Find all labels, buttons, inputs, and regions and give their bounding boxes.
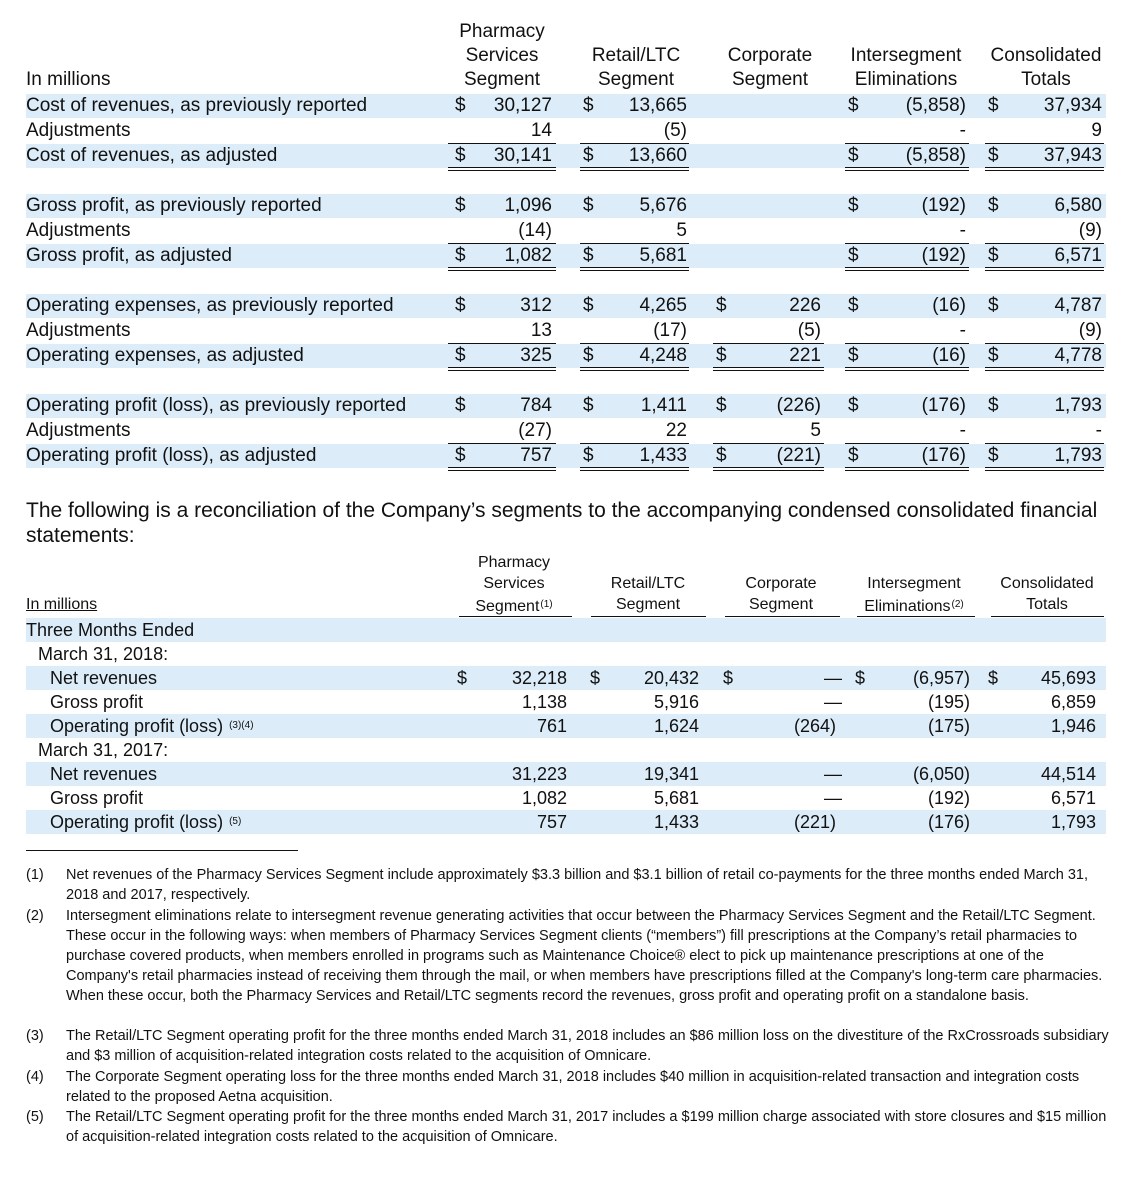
cell-value: 4,265	[639, 295, 687, 316]
row-label: Operating expenses, as adjusted	[26, 345, 304, 366]
footnote-ref: (2)	[951, 599, 964, 610]
row-label: Adjustments	[26, 420, 131, 441]
column-header-text: Consolidated	[1000, 575, 1094, 592]
cell-value: -	[959, 220, 966, 241]
column-header-text: Services	[483, 575, 545, 592]
row-label-text: Three Months Ended	[26, 620, 195, 640]
header-rule	[591, 616, 706, 617]
currency-symbol: $	[455, 395, 466, 416]
cell-value: 1,433	[653, 812, 699, 832]
cell-value: 44,514	[1040, 764, 1096, 784]
cell-value: 20,432	[643, 668, 699, 688]
cell-value: (16)	[932, 345, 966, 366]
total-double-rule	[713, 367, 824, 371]
currency-symbol: $	[988, 395, 999, 416]
currency-symbol: $	[848, 245, 859, 266]
footnote-text: Net revenues of the Pharmacy Services Segment include approximately $3.3 billion and $3.1 billion of retail co-payments for the three months ended March 31, 2018 and 2017, respectively.	[66, 867, 1089, 903]
row-label	[50, 666, 157, 690]
cell-value: (226)	[776, 395, 821, 416]
total-double-rule	[448, 267, 556, 271]
column-header-pss: Services	[465, 45, 539, 66]
row-label: Operating profit (loss), as adjusted	[26, 445, 317, 466]
total-double-rule	[580, 467, 689, 471]
currency-symbol: $	[848, 295, 859, 316]
cell-value: —	[824, 764, 842, 784]
row-label	[50, 714, 254, 738]
currency-symbol: $	[848, 145, 859, 166]
cell-value: (9)	[1078, 220, 1102, 241]
row-label: Gross profit, as adjusted	[26, 245, 232, 266]
cell-value: 30,127	[493, 95, 552, 116]
footnote-number: (1)	[26, 867, 44, 883]
currency-symbol: $	[455, 245, 466, 266]
currency-symbol: $	[716, 445, 727, 466]
column-header-pss: Pharmacy	[459, 21, 545, 42]
currency-symbol: $	[988, 668, 999, 688]
row-label: Cost of revenues, as adjusted	[26, 145, 278, 166]
cell-value: 312	[520, 295, 552, 316]
total-double-rule	[985, 467, 1104, 471]
currency-symbol: $	[716, 345, 727, 366]
column-header-corp	[711, 573, 851, 594]
header-rule	[991, 616, 1104, 617]
cell-value: (6,050)	[912, 764, 970, 784]
cell-value: 9	[1091, 120, 1102, 141]
cell-value: 6,580	[1054, 195, 1102, 216]
cell-value: 1,082	[521, 788, 567, 808]
currency-symbol: $	[455, 95, 466, 116]
footnote-text: The Corporate Segment operating loss for the three months ended March 31, 2018 includes $40 million in acquisition-related transaction and integration costs related to the proposed Aetna acquisition.	[66, 1069, 1080, 1105]
row-label: Adjustments	[26, 220, 131, 241]
currency-symbol: $	[455, 445, 466, 466]
currency-symbol: $	[848, 345, 859, 366]
row-label-text: March 31, 2018:	[38, 644, 169, 664]
column-header-text: Segment	[475, 598, 540, 615]
column-header-text: Eliminations	[864, 598, 951, 615]
cell-value: 30,141	[493, 145, 552, 166]
row-label	[50, 762, 157, 786]
cell-value: 1,433	[639, 445, 687, 466]
column-header-text: Segment	[748, 596, 814, 613]
cell-value: (175)	[927, 716, 970, 736]
currency-symbol: $	[988, 145, 999, 166]
column-header-rltc: Segment	[597, 69, 675, 90]
cell-value: 1,082	[504, 245, 552, 266]
currency-symbol: $	[583, 195, 594, 216]
total-double-rule	[845, 467, 969, 471]
total-double-rule	[985, 367, 1104, 371]
cell-value: (176)	[921, 395, 966, 416]
cell-value: 5,681	[639, 245, 687, 266]
cell-value: (192)	[921, 245, 966, 266]
footnote-number: (4)	[26, 1069, 44, 1085]
currency-symbol: $	[583, 295, 594, 316]
cell-value: (5,858)	[905, 95, 966, 116]
row-label-text: Operating profit (loss)	[50, 812, 224, 832]
footnote	[26, 865, 1111, 905]
cell-value: 32,218	[511, 668, 567, 688]
row-label	[50, 786, 143, 810]
currency-symbol: $	[716, 395, 727, 416]
column-header-pss: Segment	[463, 69, 541, 90]
column-header-cons	[977, 573, 1117, 594]
cell-value: 5,681	[653, 788, 699, 808]
row-label-text: Operating profit (loss)	[50, 716, 224, 736]
cell-value: —	[824, 668, 842, 688]
footnote-number: (5)	[26, 1109, 44, 1125]
footnote-text: The Retail/LTC Segment operating profit for the three months ended March 31, 2017 includes a $199 million charge associated with store closures and $15 million of acquisition-related integration costs related to the acquisition of Omnicare.	[66, 1109, 1107, 1145]
units-label: In millions	[26, 69, 111, 90]
row-label-text: March 31, 2017:	[38, 740, 169, 760]
footnote	[26, 1107, 1111, 1147]
cell-value: (264)	[793, 716, 836, 736]
column-header-elim	[844, 573, 984, 594]
row-label: Gross profit, as previously reported	[26, 195, 322, 216]
total-double-rule	[448, 367, 556, 371]
column-header-corp: Corporate	[727, 45, 813, 66]
row-label-text: Net revenues	[50, 764, 158, 784]
column-header-cons: Consolidated	[990, 45, 1102, 66]
currency-symbol: $	[583, 445, 594, 466]
cell-value: 4,778	[1054, 345, 1102, 366]
total-double-rule	[448, 167, 556, 171]
cell-value: (5)	[663, 120, 687, 141]
currency-symbol: $	[590, 668, 601, 688]
cell-value: 1,793	[1050, 812, 1096, 832]
cell-value: (221)	[776, 445, 821, 466]
cell-value: 31,223	[511, 764, 567, 784]
footnote-rule	[26, 850, 298, 851]
footnote-ref: (1)	[540, 599, 553, 610]
footnote	[26, 1026, 1111, 1066]
cell-value: 1,624	[653, 716, 699, 736]
total-double-rule	[580, 267, 689, 271]
column-header-rltc: Retail/LTC	[591, 45, 681, 66]
column-header-pss	[444, 594, 584, 617]
column-header-corp	[711, 594, 851, 615]
currency-symbol: $	[455, 145, 466, 166]
cell-value: 6,571	[1050, 788, 1096, 808]
currency-symbol: $	[988, 245, 999, 266]
cell-value: (14)	[518, 220, 552, 241]
cell-value: 5,916	[653, 692, 699, 712]
cell-value: (6,957)	[912, 668, 970, 688]
row-label: Adjustments	[26, 120, 131, 141]
cell-value: 13,660	[628, 145, 687, 166]
cell-value: 1,138	[521, 692, 567, 712]
header-rule	[459, 616, 572, 617]
cell-value: 5	[676, 220, 687, 241]
cell-value: 1,096	[504, 195, 552, 216]
currency-symbol: $	[988, 345, 999, 366]
cell-value: 784	[520, 395, 552, 416]
footnote-ref: (3)(4)	[229, 720, 254, 731]
footnote-number: (3)	[26, 1028, 44, 1044]
row-label-text: Net revenues	[50, 668, 158, 688]
column-header-pss	[444, 573, 584, 594]
cell-value: 5	[810, 420, 821, 441]
cell-value: 45,693	[1040, 668, 1096, 688]
cell-value: (195)	[927, 692, 970, 712]
cell-value: 4,248	[639, 345, 687, 366]
row-label	[50, 690, 143, 714]
cell-value: 13,665	[628, 95, 687, 116]
column-header-elim: Intersegment	[850, 45, 962, 66]
footnote-text: Intersegment eliminations relate to intersegment revenue generating activities that occur between the Pharmacy Services Segment and the Retail/LTC Segment. These occur in the following ways: when members of Pharmacy Services Segment clients (“members”) fill prescriptions at the Company’s retail pharmacies to purchase covered products, when members enrolled in programs such as Maintenance Choice® elect to pick up maintenance prescriptions at one of the Company's retail pharmacies instead of receiving them through the mail, or when members have prescriptions filled at the Company's long-term care pharmacies. When these occur, both the Pharmacy Services and Retail/LTC segments record the revenues, gross profit and operating profit on a standalone basis.	[66, 908, 1103, 1004]
cell-value: 226	[789, 295, 821, 316]
currency-symbol: $	[988, 445, 999, 466]
column-header-elim: Eliminations	[854, 69, 958, 90]
row-label: Cost of revenues, as previously reported	[26, 95, 368, 116]
cell-value: 757	[520, 445, 552, 466]
currency-symbol: $	[455, 195, 466, 216]
currency-symbol: $	[583, 395, 594, 416]
total-double-rule	[985, 267, 1104, 271]
footnote	[26, 1067, 1111, 1107]
cell-value: (176)	[927, 812, 970, 832]
currency-symbol: $	[848, 95, 859, 116]
currency-symbol: $	[723, 668, 734, 688]
currency-symbol: $	[583, 245, 594, 266]
cell-value: (5)	[797, 320, 821, 341]
cell-value: (27)	[518, 420, 552, 441]
row-label	[38, 642, 168, 666]
cell-value: 37,934	[1043, 95, 1102, 116]
total-double-rule	[985, 167, 1104, 171]
cell-value: 13	[530, 320, 552, 341]
cell-value: (192)	[927, 788, 970, 808]
column-header-rltc	[578, 573, 718, 594]
cell-value: —	[824, 692, 842, 712]
row-label	[26, 618, 194, 642]
currency-symbol: $	[855, 668, 866, 688]
row-label: Operating profit (loss), as previously reported	[26, 395, 407, 416]
cell-value: (17)	[653, 320, 687, 341]
column-header-cons	[977, 594, 1117, 615]
row-label: Operating expenses, as previously reported	[26, 295, 394, 316]
column-header-rltc	[578, 594, 718, 615]
column-header-elim	[844, 594, 984, 617]
column-header-text: Retail/LTC	[610, 575, 686, 592]
cell-value: 761	[536, 716, 567, 736]
cell-value: (176)	[921, 445, 966, 466]
total-double-rule	[713, 467, 824, 471]
total-double-rule	[845, 267, 969, 271]
column-header-text: Pharmacy	[477, 554, 551, 571]
cell-value: (192)	[921, 195, 966, 216]
column-header-text: Totals	[1026, 596, 1068, 613]
currency-symbol: $	[848, 445, 859, 466]
cell-value: 19,341	[643, 764, 699, 784]
column-header-text: Segment	[615, 596, 681, 613]
currency-symbol: $	[988, 195, 999, 216]
total-double-rule	[448, 467, 556, 471]
footnote-ref: (5)	[229, 816, 242, 827]
currency-symbol: $	[848, 395, 859, 416]
cell-value: 6,859	[1050, 692, 1096, 712]
cell-value: 221	[789, 345, 821, 366]
currency-symbol: $	[988, 295, 999, 316]
currency-symbol: $	[583, 95, 594, 116]
cell-value: 4,787	[1054, 295, 1102, 316]
cell-value: -	[959, 320, 966, 341]
total-double-rule	[580, 167, 689, 171]
cell-value: 1,793	[1054, 395, 1102, 416]
cell-value: 22	[665, 420, 687, 441]
column-header-text: Corporate	[745, 575, 817, 592]
cell-value: —	[824, 788, 842, 808]
row-label-text: Gross profit	[50, 788, 144, 808]
cell-value: 6,571	[1054, 245, 1102, 266]
cell-value: 37,943	[1043, 145, 1102, 166]
reconciliation-intro-paragraph: The following is a reconciliation of the Company’s segments to the accompanying condensed consolidated financial statements:	[26, 499, 1098, 547]
cell-value: 5,676	[639, 195, 687, 216]
cell-value: 1,793	[1054, 445, 1102, 466]
cell-value: (221)	[793, 812, 836, 832]
footnote	[26, 906, 1111, 1006]
footnote-number: (2)	[26, 908, 44, 924]
column-header-cons: Totals	[1021, 69, 1071, 90]
currency-symbol: $	[583, 145, 594, 166]
header-rule	[857, 616, 975, 617]
cell-value: (9)	[1078, 320, 1102, 341]
currency-symbol: $	[457, 668, 468, 688]
row-label	[38, 738, 168, 762]
header-rule	[725, 616, 840, 617]
total-double-rule	[580, 367, 689, 371]
cell-value: (16)	[932, 295, 966, 316]
cell-value: 1,411	[640, 395, 687, 416]
row-label	[50, 810, 241, 834]
cell-value: 757	[536, 812, 567, 832]
cell-value: 14	[530, 120, 552, 141]
currency-symbol: $	[848, 195, 859, 216]
currency-symbol: $	[988, 95, 999, 116]
column-header-pss	[444, 552, 584, 573]
cell-value: (5,858)	[905, 145, 966, 166]
currency-symbol: $	[455, 295, 466, 316]
column-header-text: Intersegment	[867, 575, 961, 592]
cell-value: 325	[520, 345, 552, 366]
units-label: In millions	[26, 596, 98, 613]
currency-symbol: $	[716, 295, 727, 316]
footnote-text: The Retail/LTC Segment operating profit for the three months ended March 31, 2018 includes an $86 million loss on the divestiture of the RxCrossroads subsidiary and $3 million of acquisition-related integration costs related to the acquisition of Omnicare.	[66, 1028, 1109, 1064]
row-label-text: Gross profit	[50, 692, 144, 712]
column-header-corp: Segment	[731, 69, 809, 90]
cell-value: -	[959, 120, 966, 141]
cell-value: -	[959, 420, 966, 441]
total-double-rule	[845, 167, 969, 171]
cell-value: -	[1095, 420, 1102, 441]
cell-value: 1,946	[1050, 716, 1096, 736]
currency-symbol: $	[583, 345, 594, 366]
total-double-rule	[845, 367, 969, 371]
currency-symbol: $	[455, 345, 466, 366]
row-label: Adjustments	[26, 320, 131, 341]
